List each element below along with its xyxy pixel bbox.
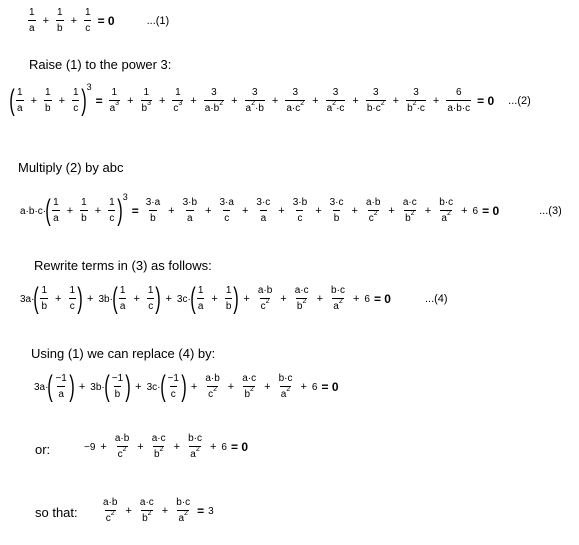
equation-simplified: −9 + $\frac{a\cdot b}{c^2}$ + $\frac{a\cdot c}{b^2}$ + $\frac{b\cdot c}{a^2}$ + 6 = 0 <box>84 433 248 460</box>
step-so-that: so that: <box>35 505 78 520</box>
equation-2: ( $\frac{1}{a}$ + $\frac{1}{b}$ + $\frac{1}{c}$ ) 3 = $\frac{1}{a^3}$ + $\frac{1}{b^3}$ + $\frac{1}{c^3}$ + $\frac{3}{a\cdot b^2}$ + $\frac{3}{a^2\cdot b}$ + $\frac{3}{a\cdot c^2}$ + $\frac{3}{a^2\cdot c}$ + $\frac{3}{b\cdot c^2}$ + $\frac{3}{b^2\cdot c}$ + $\frac{6}{a\cdot b\cdot c}$ = 0 ...(2) <box>9 82 531 117</box>
result-value: 3 <box>208 505 214 517</box>
equation-3-label: ...(3) <box>539 205 562 217</box>
equation-1-label: ...(1) <box>146 15 170 27</box>
equation-4-label: ...(4) <box>424 293 448 305</box>
equation-4: 3a· ( $\frac{1}{b}$ + $\frac{1}{c}$ ) + 3b· ( $\frac{1}{a}$ + $\frac{1}{c}$ ) + 3c· ( $\frac{1}{a}$ + $\frac{1}{b}$ ) + $\frac{a\cdot b}{c^2}$ + $\frac{a\cdot c}{b^2}$ + $\frac{b\cdot c}{a^2}$ + 6 = 0 ...(4) <box>20 282 448 315</box>
step-rewrite: Rewrite terms in (3) as follows: <box>34 258 212 273</box>
step-multiply: Multiply (2) by abc <box>18 160 124 175</box>
equation-result: $\frac{a\cdot b}{c^2}$ + $\frac{a\cdot c}{b^2}$ + $\frac{b\cdot c}{a^2}$ = 3 <box>103 497 214 524</box>
equation-replaced: 3a· ( $\frac{-1}{a}$ ) + 3b· ( $\frac{-1}{b}$ ) + 3c· ( $\frac{-1}{c}$ ) + $\frac{a\cdot b}{c^2}$ + $\frac{a\cdot c}{b^2}$ + $\frac{b\cdot c}{a^2}$ + 6 = 0 <box>34 370 339 403</box>
step-using-1: Using (1) we can replace (4) by: <box>31 346 216 361</box>
equation-2-label: ...(2) <box>508 95 531 107</box>
equation-1: $\frac{1}{a}$ + $\frac{1}{b}$ + $\frac{1}{c}$ = 0 ...(1) <box>29 7 170 34</box>
equation-3: a·b·c· ( $\frac{1}{a}$ + $\frac{1}{b}$ + $\frac{1}{c}$ ) 3 = $\frac{3\cdot a}{b}$ + $\frac{3\cdot b}{a}$ + $\frac{3\cdot a}{c}$ + $\frac{3\cdot c}{a}$ + $\frac{3\cdot b}{c}$ + $\frac{3\cdot c}{b}$ + $\frac{a\cdot b}{c^2}$ + $\frac{a\cdot c}{b^2}$ + $\frac{b\cdot c}{a^2}$ + 6 = 0 ...(3) <box>20 192 562 227</box>
step-raise-power: Raise (1) to the power 3: <box>29 57 172 72</box>
step-or: or: <box>35 442 51 457</box>
